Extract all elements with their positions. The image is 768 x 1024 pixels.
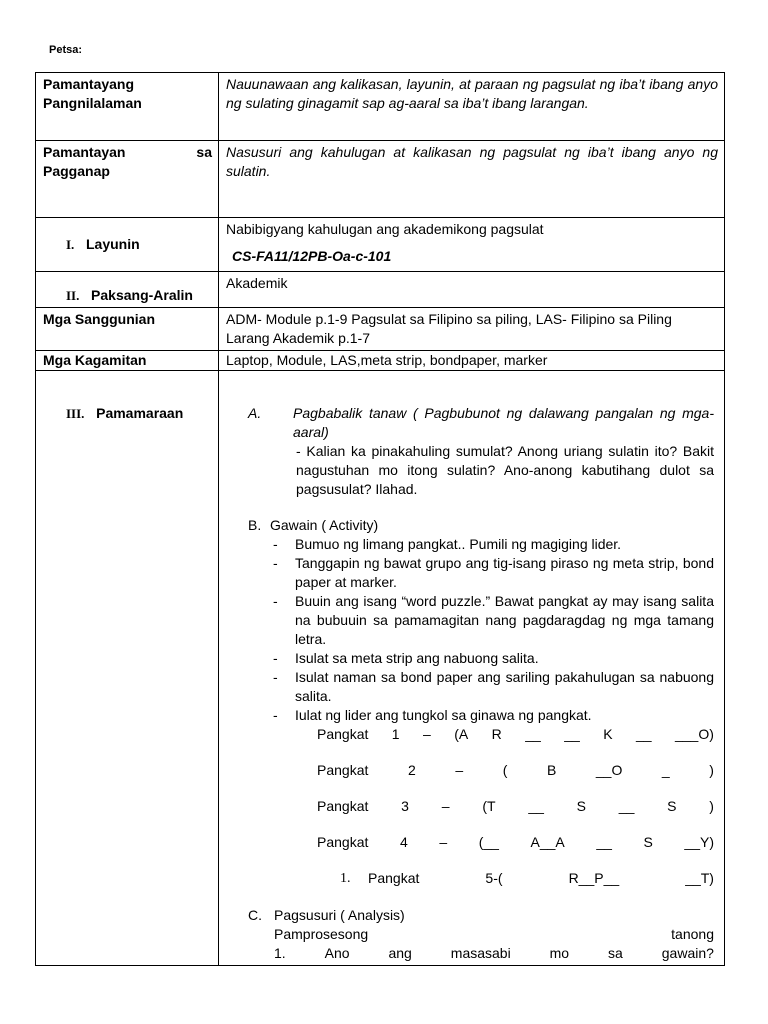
label-mga-kagamitan: Mga Kagamitan [36,351,219,371]
section-a-questions: - Kalian ka pinakahuling sumulat? Anong uriang sulatin ito? Bakit nagustuhan mo itong sulatin? Ano-anong kabutihang dulot sa pagsusulat? Ilahad. [296,443,714,497]
puzzle-token: (T [482,798,496,814]
label-pamantayan-sa-pagganap [36,141,219,218]
content-pamantayang-pangnilalaman: Nauunawaan ang kalikasan, layunin, at paraan ng pagsulat ng iba’t ibang anyo ng sulating ginagamit sap ag-aaral sa iba’t ibang larangan. [219,73,725,141]
puzzle-token: ___O) [674,726,714,742]
label-text: Layunin [85,236,140,252]
puzzle-token: Pangkat [317,834,369,850]
label-paksang-aralin [36,272,219,308]
section-b-title: Gawain ( Activity) [270,517,379,533]
row-layunin [36,218,725,272]
word: gawain? [661,945,714,961]
puzzle-token: 4 [399,834,408,850]
content-mga-sanggunian: ADM- Module p.1-9 Pagsulat sa Filipino sa piling, LAS- Filipino sa Piling Larang Akademik p.1-7 [219,308,725,351]
label-layunin [36,218,219,272]
puzzle-token: 3 [401,798,409,814]
petsa-label: Petsa: [49,44,83,56]
section-b-header [248,516,714,535]
word: masasabi [450,945,511,961]
word: Pamprosesong [274,926,369,942]
row-pamantayan-sa-pagganap [36,141,725,218]
label-word: sa [196,144,212,160]
puzzle-token: ) [709,762,714,778]
label-line [43,286,212,305]
row-pamamaraan [36,371,725,966]
puzzle-token: ) [709,798,714,814]
puzzle-token: __T) [685,870,714,886]
puzzle-number: 1. [340,871,351,886]
word: 1. [274,945,286,961]
row-paksang-aralin [36,272,725,308]
content-pamamaraan [219,371,725,966]
puzzle-token: ( [502,762,508,778]
puzzle-token: A__A [530,834,565,850]
puzzle-token: (A [454,726,469,742]
puzzle-token: Pangkat [317,762,369,778]
label-line [43,143,212,162]
puzzle-token: Pangkat [317,726,369,742]
content-layunin [219,218,725,272]
section-letter: A. [248,405,262,421]
pangkat-row [317,797,714,816]
row-pamantayang-pangnilalaman [36,73,725,141]
pangkat-row [248,869,714,888]
activity-list [248,535,714,725]
puzzle-token: R__P__ [568,870,620,886]
section-a-title: Pagbabalik tanaw ( Pagbubunot ng dalawang pangalan ng mga-aaral) [293,405,714,440]
pangkat-5-tokens [368,869,714,888]
section-letter: C. [248,907,262,923]
puzzle-token: S [576,798,587,814]
section-b [248,516,714,888]
word: mo [549,945,570,961]
puzzle-token: __ [596,834,612,850]
label-line: Pangnilalaman [43,95,142,111]
puzzle-token: __ [528,798,544,814]
roman-numeral: I. [66,237,75,252]
competency-code: CS-FA11/12PB-Oa-c-101 [232,248,392,264]
label-line [43,404,212,423]
list-item: - Tanggapin ng bawat grupo ang tig-isang piraso ng meta strip, bond paper at marker. [273,554,714,592]
puzzle-token: B [546,762,557,778]
puzzle-token: _ [661,762,670,778]
section-letter: B. [248,517,262,533]
label-word: Pamantayan [43,144,126,160]
content-pamantayan-sa-pagganap: Nasusuri ang kahulugan at kalikasan ng pagsulat ng iba’t ibang anyo ng sulatin. [219,141,725,218]
puzzle-token: S [643,834,653,850]
label-text: Pamamaraan [96,405,184,421]
puzzle-token: – [423,726,431,742]
puzzle-token: – [439,834,448,850]
list-item: - Isulat sa meta strip ang nabuong salita. [273,649,714,668]
puzzle-token: __ [525,726,541,742]
row-mga-kagamitan [36,351,725,371]
label-line: Pamantayang [43,76,135,92]
section-a-header [248,404,714,442]
puzzle-token: – [455,762,464,778]
word: ang [388,945,412,961]
roman-numeral: II. [66,288,80,303]
word: sa [608,945,623,961]
section-a [248,404,714,499]
list-item: - Isulat naman sa bond paper ang sariling pakahulugan sa nabuong salita. [273,668,714,706]
content-paksang-aralin: Akademik [219,272,725,308]
lesson-plan-table [35,72,725,966]
label-pamantayang-pangnilalaman [36,73,219,141]
roman-numeral: III. [66,406,85,421]
puzzle-token: R [491,726,502,742]
word: Ano [324,945,350,961]
label-mga-sanggunian: Mga Sanggunian [36,308,219,351]
content-mga-kagamitan: Laptop, Module, LAS,meta strip, bondpaper, marker [219,351,725,371]
puzzle-token: 1 [391,726,400,742]
layunin-text: Nabibigyang kahulugan ang akademikong pagsulat [226,221,544,237]
puzzle-token: Pangkat [368,870,420,886]
puzzle-token: (__ [478,834,499,850]
puzzle-token: 5-( [485,870,503,886]
puzzle-token: S [667,798,677,814]
puzzle-token: 2 [407,762,416,778]
word: tanong [671,926,714,942]
section-c [248,906,714,963]
label-pamamaraan [36,371,219,966]
pangkat-row [317,725,714,744]
section-c-header [248,906,714,925]
puzzle-token: __ [564,726,580,742]
label-line [43,235,212,254]
row-mga-sanggunian [36,308,725,351]
question-line [274,944,714,963]
section-c-title: Pagsusuri ( Analysis) [274,907,405,923]
puzzle-token: __Y) [684,834,714,850]
label-line: Pagganap [43,163,110,179]
puzzle-token: __ [635,726,652,742]
list-item: - Bumuo ng limang pangkat.. Pumili ng magiging lider. [273,535,714,554]
list-item: - Iulat ng lider ang tungkol sa ginawa ng pangkat. [273,706,714,725]
puzzle-token: – [441,798,450,814]
puzzle-token: __ [618,798,635,814]
pangkat-row [317,833,714,852]
list-item: - Buuin ang isang “word puzzle.” Bawat pangkat ay may isang salita na bubuuin sa pamamagitan nang pagdaragdag ng mga tamang letra. [273,592,714,649]
puzzle-token: Pangkat [317,798,369,814]
puzzle-token: K [603,726,613,742]
question-line [274,925,714,944]
pangkat-row [317,761,714,780]
label-text: Paksang-Aralin [91,287,193,303]
puzzle-token: __O [595,762,623,778]
